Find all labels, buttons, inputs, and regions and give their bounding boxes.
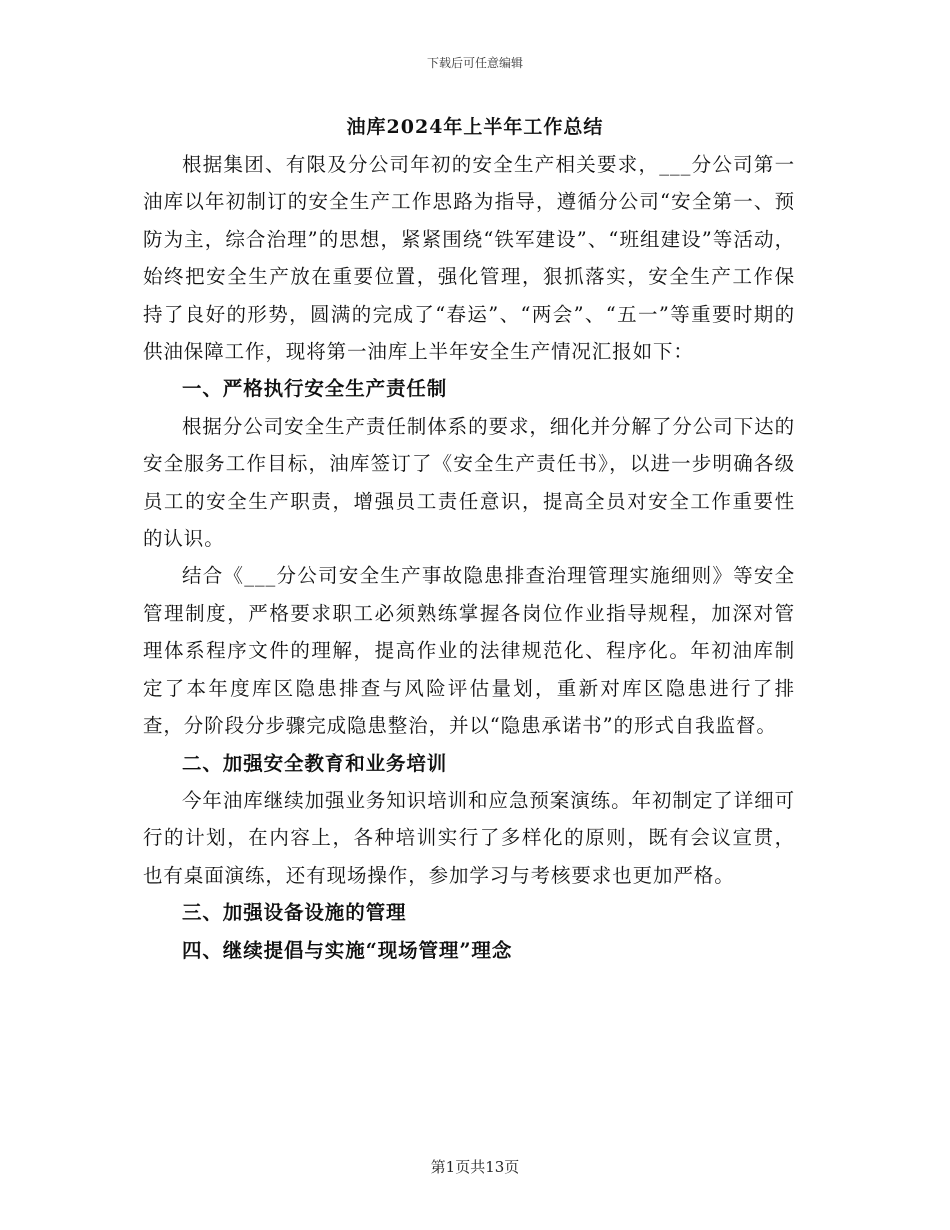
header-note: 下载后可任意编辑	[426, 56, 523, 70]
intro-paragraph: 根据集团、有限及分公司年初的安全生产相关要求，___分公司第一油库以年初制订的安全生产工作思路为指导，遵循分公司“安全第一、预防为主，综合治理”的思想，紧紧围绕“铁军建设”、“班组建设”等活动，始终把安全生产放在重要位置，强化管理，狠抓落实，安全生产工作保持了良好的形势，圆满的完成了“春运”、“两会”、“五一”等重要时期的供油保障工作，现将第一油库上半年安全生产情况汇报如下：	[143, 153, 795, 364]
section-heading-2: 二、加强安全教育和业务培训	[182, 751, 448, 775]
document-body	[143, 146, 795, 969]
document-title: 油库2024年上半年工作总结	[346, 116, 604, 138]
section-1-paragraph-1: 根据分公司安全生产责任制体系的要求，细化并分解了分公司下达的安全服务工作目标，油库签订了《安全生产责任书》，以进一步明确各级员工的安全生产职责，增强员工责任意识，提高全员对安全工作重要性的认识。	[143, 414, 795, 551]
page-number: 第1页共13页	[430, 1158, 520, 1176]
section-heading-4: 四、继续提倡与实施“现场管理”理念	[182, 938, 513, 962]
section-2-paragraph-1: 今年油库继续加强业务知识培训和应急预案演练。年初制定了详细可行的计划，在内容上，各种培训实行了多样化的原则，既有会议宣贯，也有桌面演练，还有现场操作，参加学习与考核要求也更加严格。	[143, 788, 795, 887]
section-1-paragraph-2: 结合《___分公司安全生产事故隐患排查治理管理实施细则》等安全管理制度，严格要求职工必须熟练掌握各岗位作业指导规程，加深对管理体系程序文件的理解，提高作业的法律规范化、程序化。年初油库制定了本年度库区隐患排查与风险评估量划，重新对库区隐患进行了排查，分阶段分步骤完成隐患整治，并以“隐患承诺书”的形式自我监督。	[143, 564, 795, 738]
section-heading-1: 一、严格执行安全生产责任制	[182, 377, 448, 401]
section-heading-3: 三、加强设备设施的管理	[182, 901, 407, 925]
